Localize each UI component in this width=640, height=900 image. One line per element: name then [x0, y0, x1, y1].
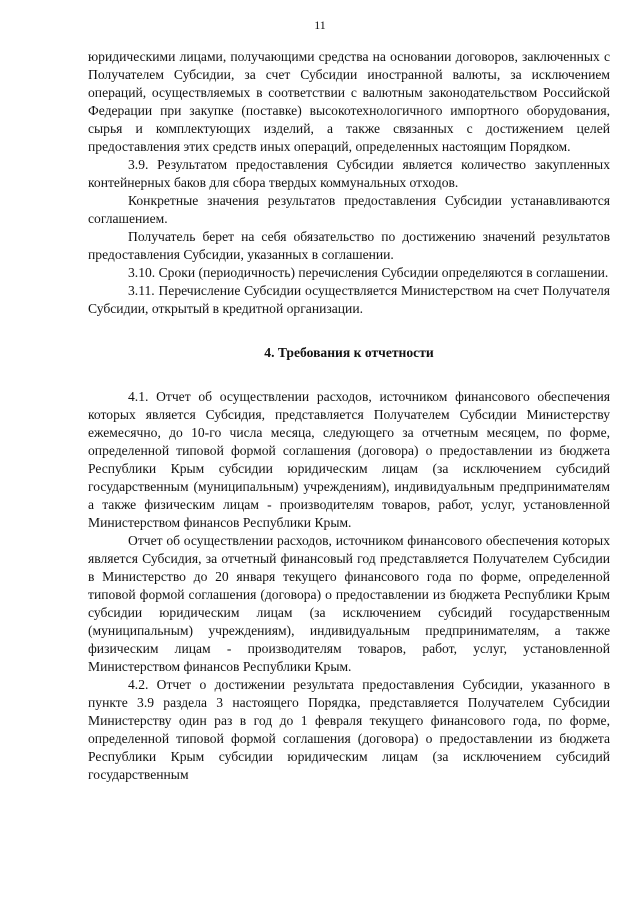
paragraph-3-11: 3.11. Перечисление Субсидии осуществляется Министерством на счет Получателя Субсидии, открытый в кредитной организации. [88, 283, 610, 316]
page-number: 11 [314, 18, 326, 32]
paragraph-3-10: 3.10. Сроки (периодичность) перечисления Субсидии определяются в соглашении. [128, 265, 609, 280]
paragraph-recipient-obligation: Получатель берет на себя обязательство по достижению значений результатов предоставления Субсидии, указанных в соглашении. [88, 229, 610, 262]
section-heading: 4. Требования к отчетности [264, 345, 434, 360]
paragraph-result-values: Конкретные значения результатов предоставления Субсидии устанавливаются соглашением. [88, 193, 610, 226]
paragraph-3-9: 3.9. Результатом предоставления Субсидии является количество закупленных контейнерных баков для сбора твердых коммунальных отходов. [88, 157, 610, 190]
paragraph-4-1: 4.1. Отчет об осуществлении расходов, источником финансового обеспечения которых является Субсидия, представляется Получателем Субсидии Министерству ежемесячно, до 10-го числа месяца, следующего за отчетным месяцем, по форме, определенной типовой формой соглашения (договора) о предоставлении из бюджета Республики Крым субсидии юридическим лицам (за исключением субсидий государственным (муниципальным) учреждениям), индивидуальным предпринимателям а также физическим лицам - производителям товаров, работ, услуг, установленной Министерством финансов Республики Крым. [88, 389, 610, 530]
paragraph-4-2: 4.2. Отчет о достижении результата предоставления Субсидии, указанного в пункте 3.9 раздела 3 настоящего Порядка, представляется Получателем Субсидии Министерству один раз в год до 1 февраля текущего финансового года, по форме, определенной типовой формой соглашения (договора) о предоставлении из бюджета Республики Крым субсидии юридическим лицам (за исключением субсидий государственным [88, 677, 610, 782]
paragraph-continuation: юридическими лицами, получающими средства на основании договоров, заключенных с Получателем Субсидии, за счет Субсидии иностранной валюты, за исключением операций, осуществляемых в соответствии с валютным законодательством Российской Федерации при закупке (поставке) высокотехнологичного импортного оборудования, сырья и комплектующих изделий, а также связанных с достижением целей предоставления этих средств иных операций, определенных настоящим Порядком. [88, 49, 610, 154]
paragraph-annual-report: Отчет об осуществлении расходов, источником финансового обеспечения которых является Субсидия, за отчетный финансовый год представляется Получателем Субсидии в Министерство до 20 января текущего финансового года по форме, определенной типовой формой соглашения (договора) о предоставлении из бюджета Республики Крым субсидии юридическим лицам (за исключением субсидий государственным (муниципальным) учреждениям), индивидуальным предпринимателям, а также физическим лицам - производителям товаров, работ, услуг, установленной Министерством финансов Республики Крым. [88, 533, 610, 674]
document-body [88, 48, 610, 784]
